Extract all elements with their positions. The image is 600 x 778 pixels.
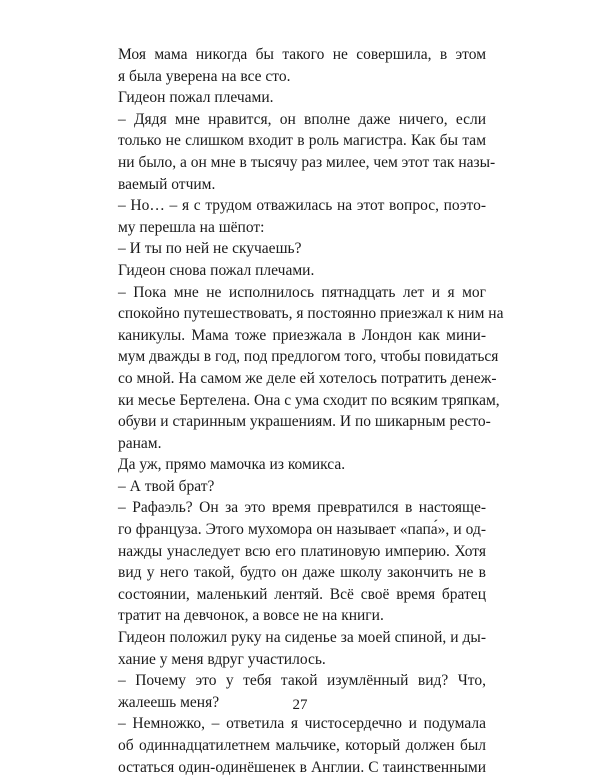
text-line: нажды унаследует всю его платиновую империю. Хотя <box>118 542 486 560</box>
text-line: тратит на девчонок, а вовсе не на книги. <box>118 607 384 625</box>
text-line: со мной. На самом же деле ей хотелось потратить денеж- <box>118 369 497 387</box>
text-line: ни было, а он мне в тысячу раз милее, чем этот так назы- <box>118 153 496 171</box>
text-line: – Немножко, – ответила я чистосердечно и подумала <box>118 715 486 733</box>
text-line: Гидеон положил руку на сиденье за моей спиной, и ды- <box>118 629 486 647</box>
page-body-text <box>118 44 504 778</box>
text-line: Моя мама никогда бы такого не совершила, в этом <box>118 46 486 63</box>
text-line: му перешла на шёпот: <box>118 218 265 236</box>
text-line: – Рафаэль? Он за это время превратился в настояще- <box>118 499 486 517</box>
text-line: остаться один-одинёшенек в Англии. С таинственными <box>118 758 486 776</box>
text-line: спокойно путешествовать, я постоянно приезжал к ним на <box>118 305 504 323</box>
text-line: я была уверена на все сто. <box>118 67 291 85</box>
text-line: – Но… – я с трудом отважилась на этот вопрос, поэто- <box>118 197 486 215</box>
text-line: об одиннадцатилетнем мальчике, который должен был <box>118 737 486 754</box>
text-line: – Почему это у тебя такой изумлённый вид? Что, <box>118 672 486 690</box>
text-line: – И ты по ней не скучаешь? <box>118 240 302 258</box>
text-line: ваемый отчим. <box>118 175 216 193</box>
text-line: Гидеон пожал плечами. <box>118 89 274 107</box>
text-line: состоянии, маленький лентяй. Всё своё время братец <box>118 585 486 603</box>
text-line: обуви и старинным украшениям. И по шикарным ресто- <box>118 413 491 431</box>
text-line: – А твой брат? <box>118 477 215 495</box>
text-line: – Пока мне не исполнилось пятнадцать лет и я мог <box>118 283 486 301</box>
text-line: ки месье Бертелена. Она с ума сходит по всяким тряпкам, <box>118 391 500 409</box>
page-number: 27 <box>292 697 308 713</box>
text-line: Да уж, прямо мамочка из комикса. <box>118 456 346 474</box>
text-line: каникулы. Мама тоже приезжала в Лондон как мини- <box>118 326 486 344</box>
text-line: го француза. Этого мухомора он называет «папа́», и од- <box>118 521 486 539</box>
text-line: мум дважды в год, под предлогом того, чтобы повидаться <box>118 348 499 366</box>
text-line: ранам. <box>118 434 162 452</box>
text-line: вид у него такой, будто он даже школу закончить не в <box>118 564 486 582</box>
text-line: – Дядя мне нравится, он вполне даже ничего, если <box>118 110 486 128</box>
text-line: только не слишком входит в роль магистра. Как бы там <box>118 132 486 150</box>
text-line: жалеешь меня? <box>118 693 220 711</box>
text-line: Гидеон снова пожал плечами. <box>118 261 315 279</box>
text-line: хание у меня вдруг участилось. <box>118 650 326 668</box>
